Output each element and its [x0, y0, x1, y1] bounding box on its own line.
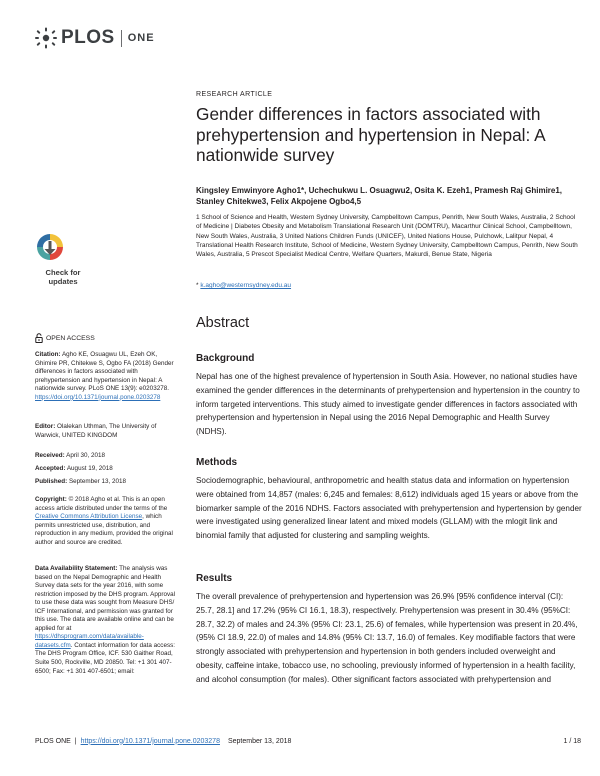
article-type: RESEARCH ARTICLE [196, 91, 273, 98]
editor-label: Editor: [35, 423, 56, 430]
background-text: Nepal has one of the highest prevalence of hypertension in South Asia. However, no national studies have examined the gender differences in the determinants of prehypertension and hypertension in the country to inform targeted interventions. This study aimed to investigate gender differences in factors associated with prehypertension and hypertension in Nepal using the 2016 Nepal Demographic and Health Survey (NDHS). [196, 372, 580, 437]
check-for-updates-badge[interactable] [35, 232, 91, 286]
plos-one-logo [34, 27, 155, 49]
citation-text: Agho KE, Osuagwu UL, Ezeh OK, Ghimire PR, Chitekwe S, Ogbo FA (2018) Gender differences in factors associated with prehypertension and hypertension in Nepal: A nationwide survey. PLoS ONE 13(9): e0203278. [35, 351, 174, 393]
article-title: Gender differences in factors associated with prehypertension and hypertension in Nepal: A nationwide survey [196, 104, 545, 165]
citation-block [35, 351, 175, 402]
published-date: September 13, 2018 [68, 478, 126, 485]
published-block [35, 478, 175, 487]
dhs-datasets-link[interactable]: https://dhsprogram.com/data/available-datasets.cfm [35, 633, 144, 649]
methods-heading: Methods [196, 457, 238, 468]
footer-separator: | [74, 737, 77, 745]
footer-journal: PLOS ONE [35, 737, 71, 745]
received-block [35, 452, 175, 461]
plos-sun-icon [34, 27, 58, 49]
author-list: Kingsley Emwinyore Agho1*, Uchechukwu L. Osuagwu2, Osita K. Ezeh1, Pramesh Raj Ghimire1, Stanley Chitekwe3, Felix Akpojene Ogbo4,5 [196, 186, 563, 206]
page-footer [35, 735, 581, 747]
accepted-label: Accepted: [35, 465, 66, 472]
data-availability-label: Data Availability Statement: [35, 565, 118, 572]
published-label: Published: [35, 478, 68, 485]
open-lock-icon [35, 333, 43, 343]
email-prefix: * [196, 282, 201, 289]
page-number: 1 / 18 [563, 737, 581, 745]
check-for-updates-icon [35, 232, 65, 262]
results-heading: Results [196, 573, 233, 584]
affiliations: 1 School of Science and Health, Western Sydney University, Campbelltown Campus, Penrith, New South Wales, Australia, 2 School of Medicine | Diabetes Obesity and Metabolism Translational Research Unit (DOMTRU), Macarthur Clinical School, Campbelltown, New South Wales, Australia, 3 United Nations Children Funds (UNICEF), United Nations House, Pulchowk, Lalitpur Nepal, 4 Translational Health Research Institute, School of Medicine, Western Sydney University, Campbelltown Campus, Penrith, New South Wales, Australia, 5 Prescot Specialist Medical Centre, Welfare Quarters, Makurdi, Benue State, Nigeria [196, 214, 578, 259]
results-text: The overall prevalence of prehypertension and hypertension was 26.9% [95% confidence interval (CI): 25.7, 28.1] and 17.2% (95% CI 16.1, 18.3), respectively. Prehypertension was present in 30.4% (95%CI: 28.7, 32.2) of males and 24.3% (95% CI: 23.1, 25.6) of females, while hypertension was present in 20.4%, (95% CI 18.9, 22.0) of males and 14.8% (95% CI: 13.7, 16.0) of females. Key modifiable factors that were strongly associated with prehypertension and hypertension in both genders included overweight and obesity, caffeine intake, tobacco use, no schooling, previously informed of hypertension in a health facility, and alcohol consumption (for males). Other significant factors associated with prehypertension and [196, 592, 578, 684]
citation-label: Citation: [35, 351, 61, 358]
copyright-label: Copyright: [35, 496, 67, 503]
logo-one-text: ONE [127, 32, 155, 44]
editor-block [35, 423, 175, 440]
email-link[interactable]: k.agho@westernsydney.edu.au [200, 282, 292, 289]
received-label: Received: [35, 452, 65, 459]
open-access-label: OPEN ACCESS [46, 334, 95, 342]
editor-text: Olalekan Uthman, The University of Warwick, UNITED KINGDOM [35, 423, 157, 439]
methods-text: Sociodemographic, behavioural, anthropometric and health status data and information on hypertension were obtained from 14,857 (males: 6,245 and females: 8,612) individuals aged 15 years or above from the biomarker sample of the 2016 NDHS. Factors associated with prehypertension and hypertension by gender were investigated using generalized linear latent and mixed models (GLLAM) with the mlogit link and binomial family that adjusted for clustering and sampling weights. [196, 476, 582, 541]
abstract-heading: Abstract [196, 315, 250, 331]
accepted-block [35, 465, 175, 474]
footer-doi-link[interactable]: https://doi.org/10.1371/journal.pone.0203278 [80, 737, 220, 745]
data-availability-text-end: . Contact information for data access: The DHS Program Office, ICF. 530 Gaither Road, Suite 500, Rockville, MD 20850. Tel: +1 301 407-6500; Fax: +1 301 407-6501; email: [35, 641, 176, 675]
data-availability-block [35, 565, 175, 676]
logo-divider [121, 30, 122, 47]
logo-plos-text: PLOS [61, 27, 115, 48]
copyright-text-end: , which permits unrestricted use, distribution, and reproduction in any medium, provided the original author and source are credited. [35, 513, 173, 546]
corresponding-email [196, 282, 291, 289]
copyright-block [35, 496, 175, 547]
check-for-updates-label: Check for updates [45, 268, 81, 286]
open-access-indicator [35, 333, 95, 343]
citation-doi-link[interactable]: https://doi.org/10.1371/journal.pone.0203278 [35, 393, 161, 401]
received-date: April 30, 2018 [66, 452, 106, 459]
accepted-date: August 19, 2018 [66, 465, 113, 472]
copyright-text: © 2018 Agho et al. This is an open access article distributed under the terms of the [35, 496, 168, 512]
data-availability-text: The analysis was based on the Nepal Demographic and Health Survey data sets for the year 2016, with some restriction imposed by the DHS program. Approval to use these data was sought from Measure DHS/ ICF International, and permission was granted for this use. The data are available online and can be applied for at [35, 565, 175, 632]
footer-date: September 13, 2018 [227, 737, 292, 745]
background-heading: Background [196, 353, 255, 364]
cc-license-link[interactable]: Creative Commons Attribution License [35, 513, 143, 521]
